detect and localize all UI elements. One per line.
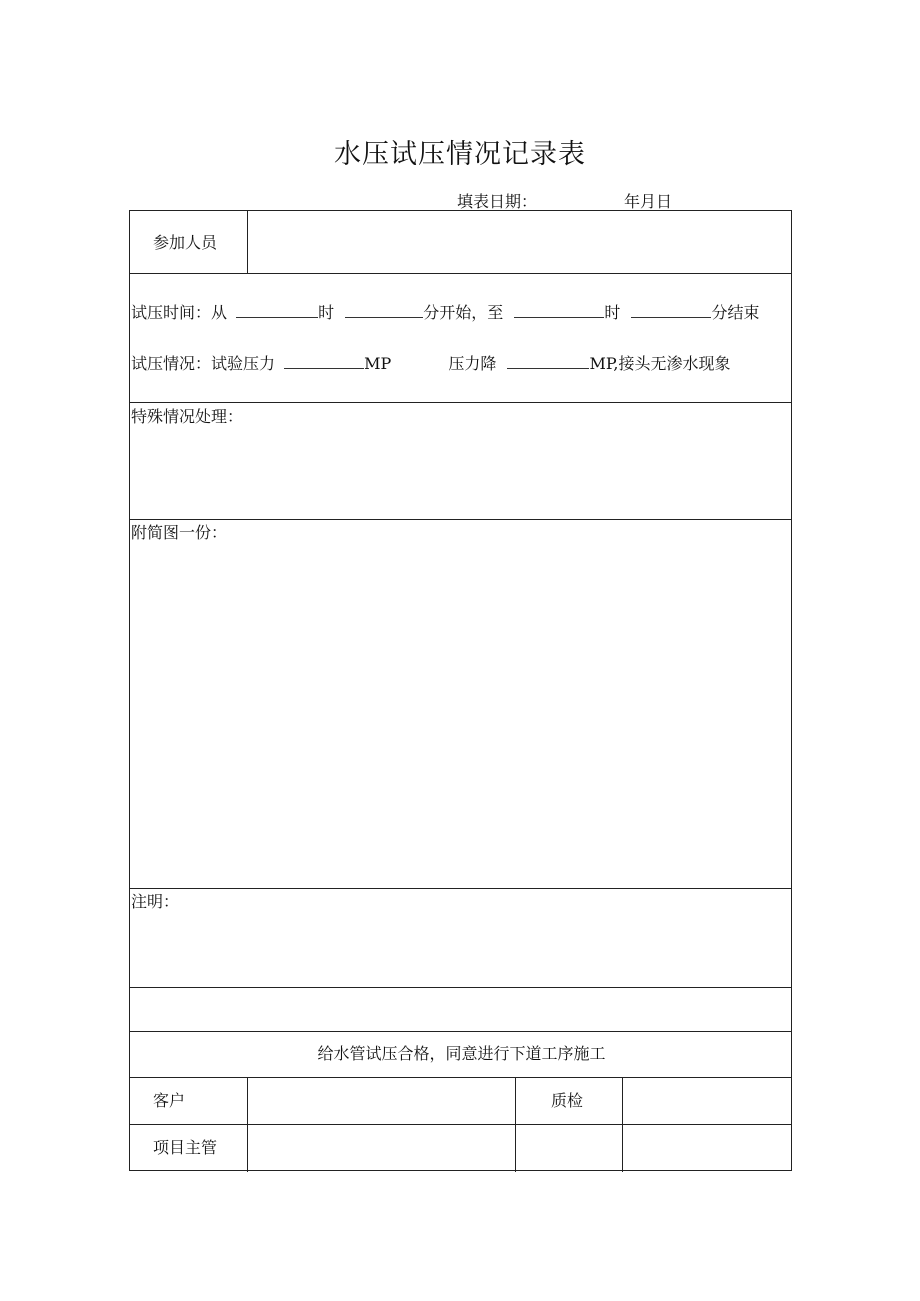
row-divider (130, 1031, 791, 1032)
test-pressure-unit: MP (364, 354, 392, 373)
participants-input[interactable] (254, 219, 784, 265)
start-hour-input[interactable] (236, 303, 318, 318)
start-minute-input[interactable] (345, 303, 423, 318)
col-divider (247, 1077, 248, 1172)
special-handling-label: 特殊情况处理： (131, 407, 244, 426)
test-status-line (131, 354, 730, 374)
pressure-drop-suffix: MP,接头无渗水现象 (589, 354, 731, 373)
test-pressure-input[interactable] (284, 354, 364, 369)
participants-label: 参加人员 (153, 233, 218, 252)
row-divider (130, 888, 791, 889)
notes-area[interactable] (131, 914, 791, 984)
row-divider (130, 273, 791, 274)
pm-extra-field[interactable] (624, 1126, 790, 1170)
pm-signature-field[interactable] (249, 1126, 513, 1170)
qc-signature-field[interactable] (624, 1079, 790, 1123)
record-form (129, 210, 792, 1171)
qc-label: 质检 (551, 1091, 584, 1110)
pm-blank-cell[interactable] (517, 1126, 621, 1170)
attached-sketch-label: 附简图一份： (131, 523, 228, 542)
test-status-prefix: 试压情况：试验压力 (131, 354, 276, 373)
notes-label: 注明： (131, 892, 180, 911)
row-divider (130, 1077, 791, 1078)
fill-date-line (0, 189, 920, 211)
test-time-prefix: 试压时间：从 (131, 303, 228, 322)
hour-label-start: 时 (318, 303, 335, 322)
client-label: 客户 (153, 1091, 186, 1110)
fill-date-label: 填表日期： (457, 192, 538, 211)
fill-date-units[interactable]: 年月日 (624, 192, 673, 211)
minute-start-label: 分开始，至 (423, 303, 504, 322)
row-divider (130, 519, 791, 520)
attached-sketch-area[interactable] (131, 546, 791, 884)
pm-label: 项目主管 (153, 1138, 218, 1157)
conclusion-text: 给水管试压合格，同意进行下道工序施工 (317, 1044, 606, 1063)
page-title: 水压试压情况记录表 (334, 139, 586, 170)
row-divider (130, 987, 791, 988)
end-minute-input[interactable] (631, 303, 711, 318)
end-hour-input[interactable] (514, 303, 604, 318)
col-divider (247, 211, 248, 273)
row-divider (130, 402, 791, 403)
col-divider (515, 1077, 516, 1172)
col-divider (622, 1077, 623, 1172)
test-time-line (131, 303, 759, 323)
special-handling-area[interactable] (131, 429, 791, 515)
blank-row[interactable] (131, 989, 791, 1029)
pressure-drop-label: 压力降 (448, 354, 497, 373)
minute-end-label: 分结束 (711, 303, 760, 322)
hour-label-end: 时 (604, 303, 621, 322)
row-divider (130, 1124, 791, 1125)
client-signature-field[interactable] (249, 1079, 513, 1123)
pressure-drop-input[interactable] (507, 354, 589, 369)
